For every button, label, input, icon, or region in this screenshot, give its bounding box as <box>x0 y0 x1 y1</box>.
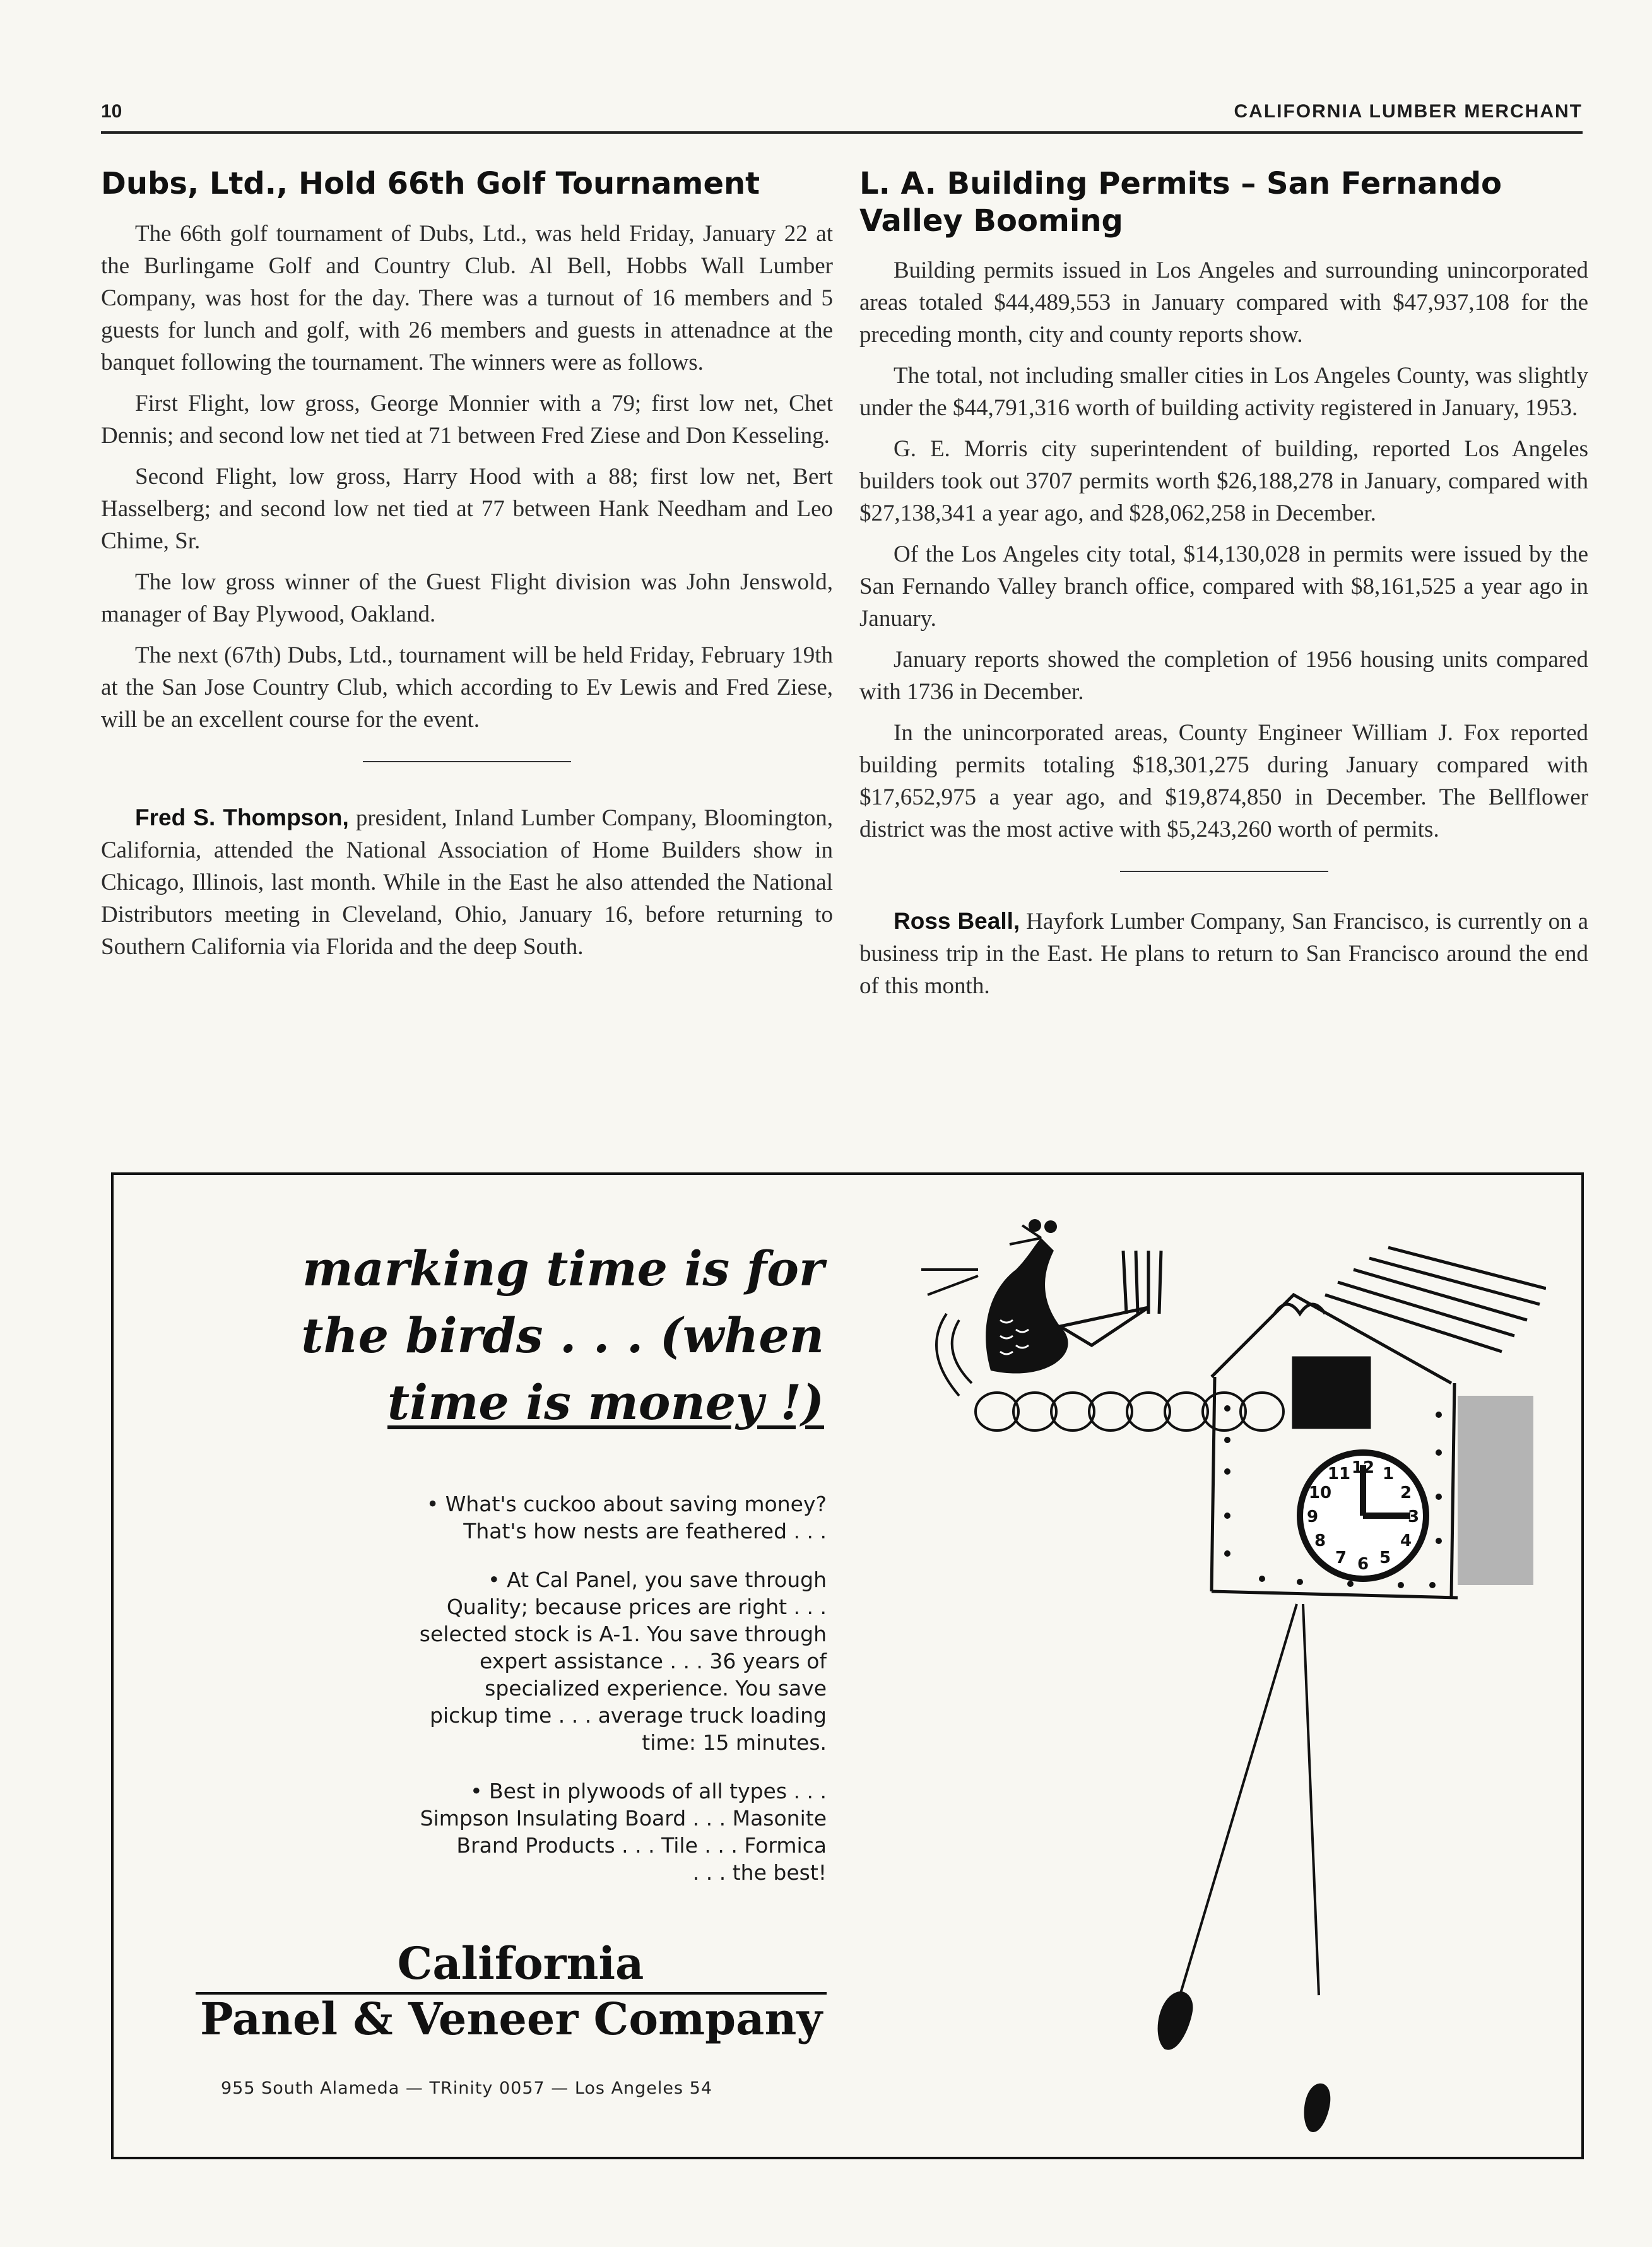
ad-bullet-line: time: 15 minutes. <box>642 1730 827 1755</box>
ad-bullet-line: specialized experience. You save <box>485 1676 827 1701</box>
golf-paragraph: The next (67th) Dubs, Ltd., tournament will be held Friday, February 19th at the San Jose Country Club, which according to Ev Lewis and Fred Ziese, will be an excellent course for the event. <box>101 642 833 733</box>
golf-paragraph: The 66th golf tournament of Dubs, Ltd., was held Friday, January 22 at the Burlingame Golf and Country Club. Al Bell, Hobbs Wall Lumber Company, was host for the day. There was a turnout of 16 members and 5 guests for lunch and golf, with 26 members and guests in attenadnce at the banquet following the tournament. The winners were as follows. <box>101 220 833 375</box>
section-divider <box>363 761 571 762</box>
clock-number: 6 <box>1357 1555 1369 1574</box>
clock-number: 5 <box>1379 1548 1391 1567</box>
clock-face-icon <box>1300 1453 1426 1579</box>
beall-name: Ross Beall, <box>894 908 1020 935</box>
ad-bullet-line: Simpson Insulating Board . . . Masonite <box>420 1806 827 1831</box>
logo-line: Panel & Veneer Company <box>196 1992 827 2041</box>
page-number: 10 <box>101 101 122 122</box>
cuckoo-bird-icon <box>921 1219 1161 1396</box>
pendulum-weights-icon <box>1158 1991 1331 2132</box>
logo-line: California <box>397 1937 644 1990</box>
company-address: 955 South Alameda — TRinity 0057 — Los Angeles 54 <box>221 2079 713 2098</box>
ad-bullet-line: selected stock is A-1. You save through <box>419 1622 827 1646</box>
clock-number: 4 <box>1400 1531 1412 1550</box>
cal-panel-advertisement <box>111 1172 1584 2159</box>
clock-number: 1 <box>1382 1465 1395 1483</box>
clock-number: 11 <box>1327 1465 1351 1483</box>
permits-paragraph: Building permits issued in Los Angeles and surrounding unincorporated areas totaled $44,489,553 in January compared with $47,937,108 for the preceding month, city and county reports show. <box>859 257 1588 348</box>
clock-number: 10 <box>1308 1483 1332 1502</box>
header-rule <box>101 131 1583 134</box>
clock-number: 12 <box>1351 1458 1375 1477</box>
ad-bullet-line: • Best in plywoods of all types . . . <box>470 1779 827 1803</box>
beall-text: Hayfork Lumber Company, San Francisco, is currently on a business trip in the East. He plans to return to San Francisco around the end of this month. <box>859 909 1588 1000</box>
shadow-panel <box>1458 1396 1533 1585</box>
permits-article-body <box>859 254 1588 846</box>
clock-number: 2 <box>1400 1483 1412 1502</box>
clock-number: 7 <box>1335 1548 1347 1567</box>
golf-paragraph: Second Flight, low gross, Harry Hood with a 88; first low net, Bert Hasselberg; and second low net tied at 77 between Hank Needham and Leo Chime, Sr. <box>101 463 833 554</box>
beall-news-item <box>859 905 1588 1002</box>
ad-bullet-line: . . . the best! <box>692 1860 827 1885</box>
ad-bullet-line: pickup time . . . average truck loading <box>430 1703 827 1728</box>
golf-paragraph: First Flight, low gross, George Monnier with a 79; first low net, Chet Dennis; and second low net tied at 71 between Fred Ziese and Don Kesseling. <box>101 390 833 449</box>
clock-number: 3 <box>1407 1507 1420 1526</box>
ad-headline-line: time is money !) <box>387 1374 824 1431</box>
roof-icon <box>1212 1247 1546 1383</box>
ad-bullet <box>202 1778 827 1886</box>
cuckoo-clock-illustration <box>883 1200 1546 2134</box>
thompson-news-item <box>101 801 833 963</box>
ad-bullet-line: • What's cuckoo about saving money? <box>426 1492 827 1516</box>
clock-number: 8 <box>1314 1531 1326 1550</box>
permits-paragraph: The total, not including smaller cities in Los Angeles County, was slightly under the $44,791,316 worth of building activity registered in January, 1953. <box>859 363 1588 422</box>
section-divider <box>1120 871 1328 872</box>
ad-headline-line: marking time is for <box>302 1241 824 1297</box>
golf-paragraph: The low gross winner of the Guest Flight division was John Jenswold, manager of Bay Plywood, Oakland. <box>101 569 833 627</box>
pendulum-chains-icon <box>1180 1604 1319 1995</box>
ad-bullet-line: That's how nests are feathered . . . <box>463 1519 827 1543</box>
permits-paragraph: Of the Los Angeles city total, $14,130,028 in permits were issued by the San Fernando Valley branch office, compared with $8,161,525 a year ago in January. <box>859 541 1588 632</box>
golf-article-title: Dubs, Ltd., Hold 66th Golf Tournament <box>101 166 760 201</box>
right-column <box>859 165 1588 1011</box>
permits-paragraph: In the unincorporated areas, County Engineer William J. Fox reported building permits totaling $18,301,275 during January compared with $17,652,975 a year ago, and $19,874,850 in December. The Bellflower district was the most active with $5,243,260 worth of permits. <box>859 720 1588 843</box>
ad-bullet <box>202 1566 827 1756</box>
permits-paragraph: G. E. Morris city superintendent of building, reported Los Angeles builders took out 3707 permits worth $26,188,278 in January, compared with $27,138,341 a year ago, and $28,062,258 in December. <box>859 436 1588 527</box>
company-logo <box>196 1937 827 2045</box>
permits-article-title: L. A. Building Permits – San Fernando Valley Booming <box>859 166 1502 239</box>
clock-number: 9 <box>1306 1507 1319 1526</box>
ad-headline <box>155 1241 824 1442</box>
golf-article-body <box>101 218 833 736</box>
ad-bullet <box>202 1490 827 1545</box>
ad-bullet-line: • At Cal Panel, you save through <box>488 1567 827 1592</box>
ad-bullet-line: expert assistance . . . 36 years of <box>479 1649 827 1673</box>
thompson-text: president, Inland Lumber Company, Bloomington, California, attended the National Association of Home Builders show in Chicago, Illinois, last month. While in the East he also attended the National Distributors meeting in Cleveland, Ohio, January 16, before returning to Southern California via Florida and the deep South. <box>101 805 833 960</box>
publication-title: CALIFORNIA LUMBER MERCHANT <box>1234 101 1583 122</box>
ad-bullet-line: Quality; because prices are right . . . <box>446 1595 827 1619</box>
ad-bullet-line: Brand Products . . . Tile . . . Formica <box>456 1833 827 1858</box>
ad-headline-line: the birds . . . (when <box>301 1307 824 1364</box>
permits-paragraph: January reports showed the completion of 1956 housing units compared with 1736 in December. <box>859 647 1588 705</box>
thompson-name: Fred S. Thompson, <box>135 804 349 830</box>
spring-coil-icon <box>976 1393 1283 1430</box>
left-column <box>101 165 833 972</box>
ad-bullet-list <box>202 1490 827 1908</box>
